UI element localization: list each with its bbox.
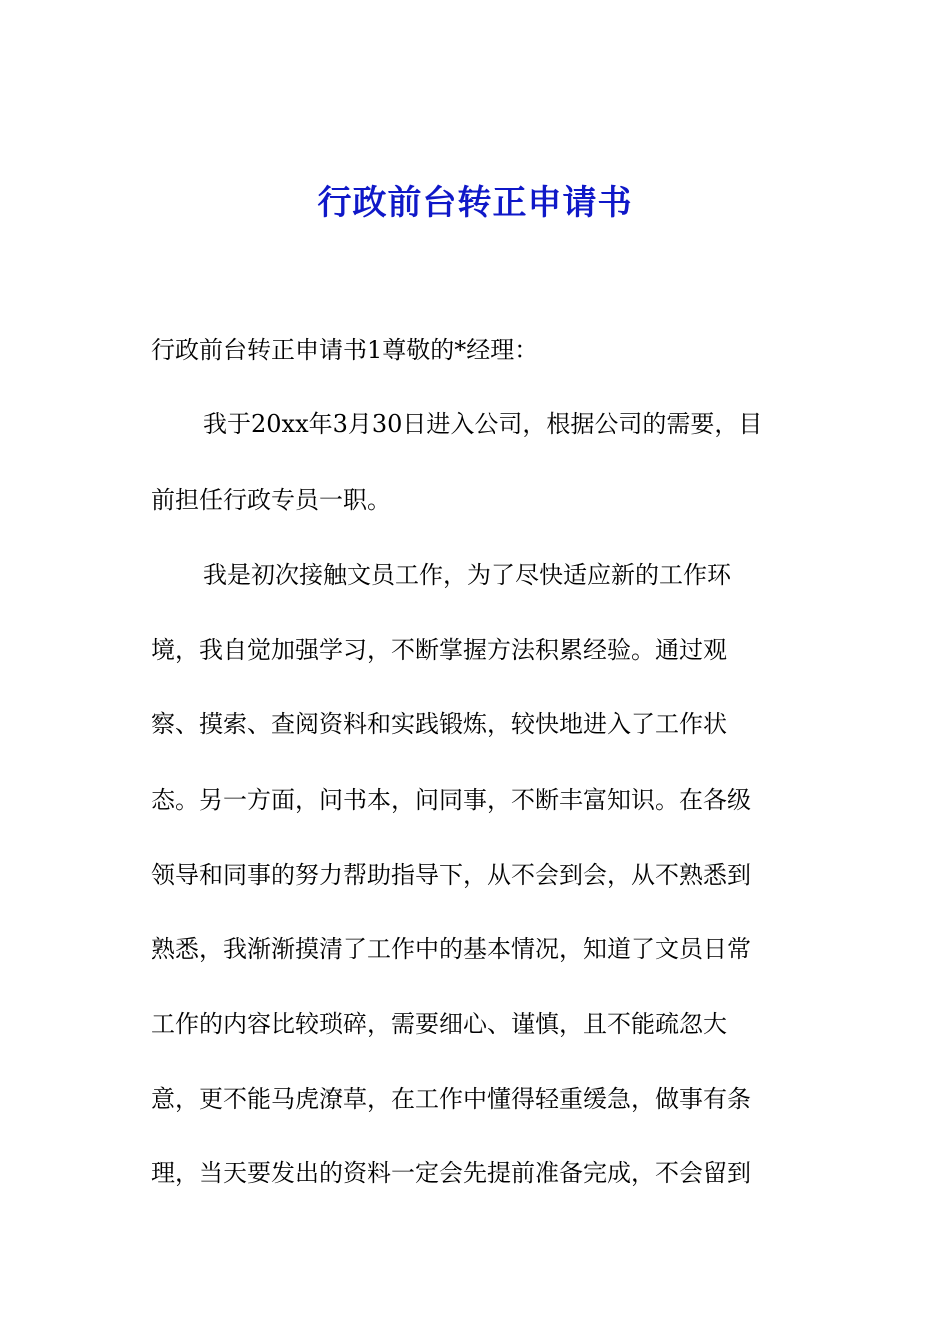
body-line: 意，更不能马虎潦草，在工作中懂得轻重缓急，做事有条 xyxy=(151,1085,751,1113)
body-line: 察、摸索、查阅资料和实践锻炼，较快地进入了工作状 xyxy=(151,710,727,738)
body-line: 熟悉，我渐渐摸清了工作中的基本情况，知道了文员日常 xyxy=(151,935,751,963)
body-line: 理，当天要发出的资料一定会先提前准备完成，不会留到 xyxy=(151,1159,751,1187)
body-line: 前担任行政专员一职。 xyxy=(151,486,391,514)
body-line: 领导和同事的努力帮助指导下，从不会到会，从不熟悉到 xyxy=(151,861,751,889)
body-line: 工作的内容比较琐碎，需要细心、谨慎，且不能疏忽大 xyxy=(151,1010,727,1038)
body-line: 境，我自觉加强学习，不断掌握方法积累经验。通过观 xyxy=(151,636,727,664)
salutation-line: 行政前台转正申请书1尊敬的*经理： xyxy=(151,336,539,364)
body-line: 态。另一方面，问书本，问同事，不断丰富知识。在各级 xyxy=(151,786,751,814)
body-line: 我是初次接触文员工作，为了尽快适应新的工作环 xyxy=(203,561,731,589)
document-title: 行政前台转正申请书 xyxy=(317,183,633,223)
body-line: 我于20xx年3月30日进入公司，根据公司的需要，目 xyxy=(203,410,763,438)
